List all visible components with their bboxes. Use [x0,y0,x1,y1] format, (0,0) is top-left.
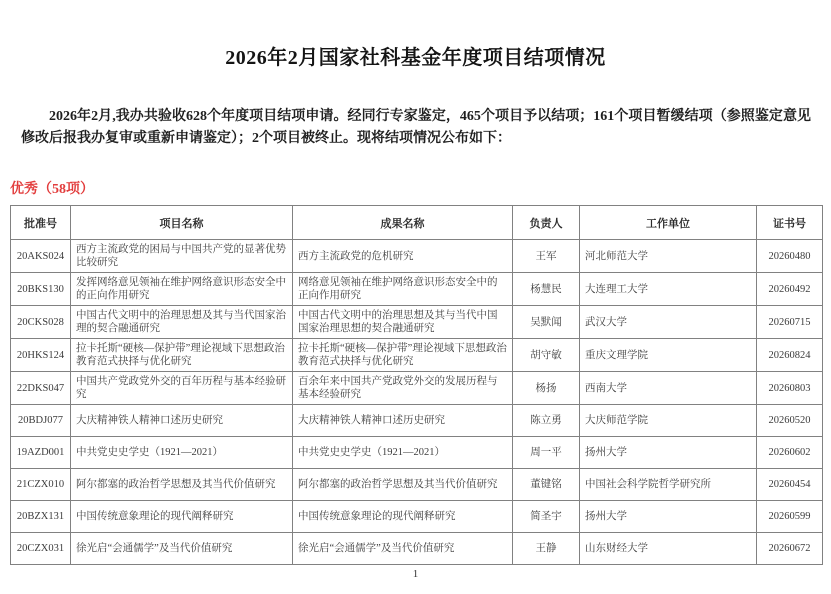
result-name-cell: 徐光启“会通儒学”及当代价值研究 [293,533,513,565]
certificate-no-cell: 20260803 [757,372,823,405]
organization-cell: 武汉大学 [580,306,757,339]
project-name-cell: 中国共产党政党外交的百年历程与基本经验研究 [71,372,293,405]
section-label-excellent: 优秀（58项） [10,182,94,197]
table-row [11,469,823,501]
results-table [10,205,823,565]
column-header-leader: 负责人 [513,206,580,240]
result-name-cell: 西方主流政党的危机研究 [293,240,513,273]
organization-cell: 河北师范大学 [580,240,757,273]
result-name-cell: 网络意见领袖在维护网络意识形态安全中的正向作用研究 [293,273,513,306]
results-table-header [11,206,823,240]
table-row [11,437,823,469]
table-row [11,273,823,306]
page-title: 2026年2月国家社科基金年度项目结项情况 [225,47,606,69]
leader-cell: 陈立勇 [513,405,580,437]
approval-no-cell: 19AZD001 [11,437,71,469]
approval-no-cell: 22DKS047 [11,372,71,405]
column-header-approval-no: 批准号 [11,206,71,240]
certificate-no-cell: 20260492 [757,273,823,306]
intro-paragraph: 2026年2月,我办共验收628个年度项目结项申请。经同行专家鉴定，465个项目予以结项；161个项目暂缓结项（参照鉴定意见修改后报我办复审或重新申请鉴定）；2个项目被终止。现将结项情况公布如下： [21,109,811,146]
project-name-cell: 徐光启“会通儒学”及当代价值研究 [71,533,293,565]
project-name-cell: 大庆精神铁人精神口述历史研究 [71,405,293,437]
table-row [11,533,823,565]
certificate-no-cell: 20260454 [757,469,823,501]
result-name-cell: 阿尔都塞的政治哲学思想及其当代价值研究 [293,469,513,501]
approval-no-cell: 21CZX010 [11,469,71,501]
approval-no-cell: 20BKS130 [11,273,71,306]
leader-cell: 杨扬 [513,372,580,405]
table-row [11,306,823,339]
page-number: 1 [412,568,419,580]
organization-cell: 重庆文理学院 [580,339,757,372]
certificate-no-cell: 20260715 [757,306,823,339]
organization-cell: 大庆师范学院 [580,405,757,437]
column-header-project-name: 项目名称 [71,206,293,240]
approval-no-cell: 20HKS124 [11,339,71,372]
table-row [11,240,823,273]
leader-cell: 王军 [513,240,580,273]
certificate-no-cell: 20260602 [757,437,823,469]
leader-cell: 杨慧民 [513,273,580,306]
result-name-cell: 中共党史史学史（1921—2021） [293,437,513,469]
leader-cell: 吴默闻 [513,306,580,339]
leader-cell: 周一平 [513,437,580,469]
column-header-organization: 工作单位 [580,206,757,240]
organization-cell: 西南大学 [580,372,757,405]
result-name-cell: 拉卡托斯“硬核—保护带”理论视域下思想政治教育范式抉择与优化研究 [293,339,513,372]
column-header-certificate-no: 证书号 [757,206,823,240]
approval-no-cell: 20BDJ077 [11,405,71,437]
organization-cell: 大连理工大学 [580,273,757,306]
project-name-cell: 西方主流政党的困局与中国共产党的显著优势比较研究 [71,240,293,273]
project-name-cell: 阿尔都塞的政治哲学思想及其当代价值研究 [71,469,293,501]
project-name-cell: 中国传统意象理论的现代阐释研究 [71,501,293,533]
approval-no-cell: 20CZX031 [11,533,71,565]
column-header-result-name: 成果名称 [293,206,513,240]
table-row [11,405,823,437]
leader-cell: 胡守敏 [513,339,580,372]
organization-cell: 扬州大学 [580,501,757,533]
approval-no-cell: 20CKS028 [11,306,71,339]
organization-cell: 中国社会科学院哲学研究所 [580,469,757,501]
project-name-cell: 发挥网络意见领袖在维护网络意识形态安全中的正向作用研究 [71,273,293,306]
organization-cell: 山东财经大学 [580,533,757,565]
project-name-cell: 中国古代文明中的治理思想及其与当代国家治理的契合融通研究 [71,306,293,339]
certificate-no-cell: 20260520 [757,405,823,437]
leader-cell: 简圣宇 [513,501,580,533]
results-table-body [11,240,823,565]
project-name-cell: 拉卡托斯“硬核—保护带”理论视域下思想政治教育范式抉择与优化研究 [71,339,293,372]
result-name-cell: 大庆精神铁人精神口述历史研究 [293,405,513,437]
result-name-cell: 中国传统意象理论的现代阐释研究 [293,501,513,533]
certificate-no-cell: 20260480 [757,240,823,273]
result-name-cell: 百余年来中国共产党政党外交的发展历程与基本经验研究 [293,372,513,405]
certificate-no-cell: 20260672 [757,533,823,565]
header-row [11,206,823,240]
approval-no-cell: 20BZX131 [11,501,71,533]
project-name-cell: 中共党史史学史（1921—2021） [71,437,293,469]
table-row [11,339,823,372]
certificate-no-cell: 20260599 [757,501,823,533]
document-page [0,46,831,594]
table-row [11,501,823,533]
organization-cell: 扬州大学 [580,437,757,469]
leader-cell: 董键铭 [513,469,580,501]
result-name-cell: 中国古代文明中的治理思想及其与当代中国国家治理思想的契合融通研究 [293,306,513,339]
table-row [11,372,823,405]
leader-cell: 王静 [513,533,580,565]
approval-no-cell: 20AKS024 [11,240,71,273]
certificate-no-cell: 20260824 [757,339,823,372]
